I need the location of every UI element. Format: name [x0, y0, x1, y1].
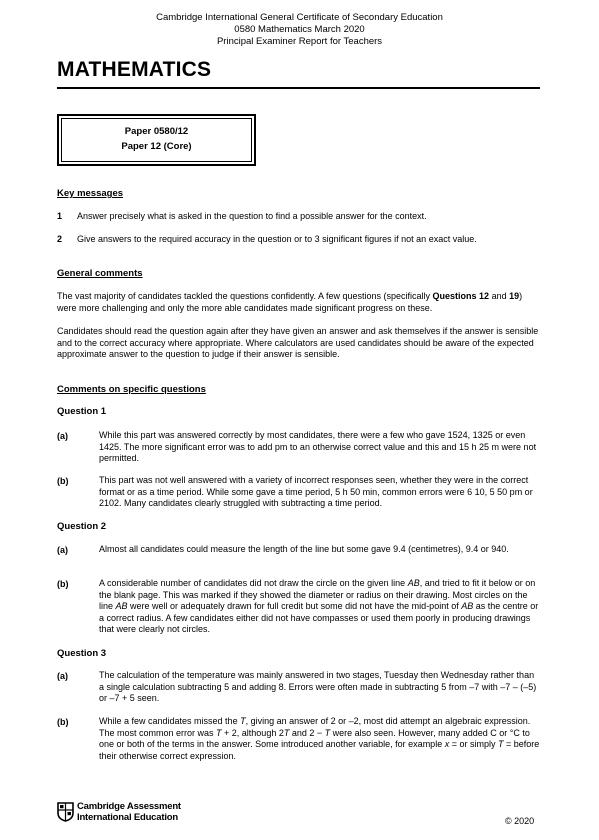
general-paragraph-1: The vast majority of candidates tackled the questions confidently. A few questions (specifically Questions 12 and 19) were more challenging and only the more able candidates made significant progress on these.	[57, 291, 523, 313]
header-line-1: Cambridge International General Certificate of Secondary Education	[156, 12, 443, 23]
key-message-number: 1	[57, 211, 63, 221]
paper-code: Paper 0580/12	[124, 126, 189, 137]
logo-text-line-2: International Education	[77, 812, 178, 823]
shield-icon	[57, 802, 74, 822]
part-label: (b)	[57, 579, 69, 589]
part-label: (b)	[57, 717, 69, 727]
paper-box-inner-border	[61, 118, 252, 162]
question-2-heading: Question 2	[57, 521, 107, 532]
specific-comments-heading: Comments on specific questions	[57, 384, 206, 395]
key-message-number: 2	[57, 234, 63, 244]
part-label: (a)	[57, 545, 68, 555]
q2b-comment: A considerable number of candidates did not draw the circle on the given line AB, and tried to fit it below or on the blank page. This was marked if they showed the diameter or radius on their drawing. Most circles on the line AB were well or adequately drawn for full credit but some did not have the mid-point of AB as the centre or a correct radius. A few candidates either did not have compasses or used them poorly in producing drawings that were clearly not circles.	[99, 578, 539, 634]
copyright: © 2020	[505, 816, 535, 826]
paper-name: Paper 12 (Core)	[121, 141, 192, 152]
key-messages-heading: Key messages	[57, 188, 124, 199]
paper-box	[57, 114, 256, 166]
q1b-comment: This part was not well answered with a variety of incorrect responses seen, whether they were in the correct format or as a time period. While some gave a time period, 5 h 50 min, common errors were 6 10, 5 50 pm or 2102. Many candidates clearly struggled with subtracting a time period.	[99, 475, 533, 508]
key-message-text: Give answers to the required accuracy in the question or to 3 significant figures if not an exact value.	[77, 234, 477, 244]
key-message-text: Answer precisely what is asked in the question to find a possible answer for the context.	[77, 211, 427, 221]
general-comments-heading: General comments	[57, 268, 143, 279]
part-label: (b)	[57, 476, 69, 486]
q1a-comment: While this part was answered correctly by most candidates, there were a few who gave 1524, 1325 or even 1425. The more significant error was to add pm to an otherwise correct value and this and 15 h 25 m were not permitted.	[99, 430, 537, 463]
q3b-comment: While a few candidates missed the T, giving an answer of 2 or –2, most did attempt an algebraic expression. The most common error was T + 2, although 2T and 2 − T were also seen. However, many added C or °C to one or both of the terms in the answer. Some introduced another variable, for example x = or simply T = before their otherwise correct expression.	[99, 716, 540, 761]
q2a-comment: Almost all candidates could measure the length of the line but some gave 9.4 (centimetres), 9.4 or 940.	[99, 544, 509, 554]
cambridge-logo	[57, 800, 197, 826]
general-paragraph-2: Candidates should read the question again after they have given an answer and ask themselves if the answer is sensible and to the correct accuracy where appropriate. Where calculators are used candidates should be aware of the expected approximate answer to the question to judge if their answer is sensible.	[57, 326, 539, 359]
logo-text-line-1: Cambridge Assessment	[77, 801, 181, 812]
title-rule	[57, 87, 540, 89]
header-line-3: Principal Examiner Report for Teachers	[216, 36, 383, 47]
part-label: (a)	[57, 431, 68, 441]
question-1-heading: Question 1	[57, 406, 107, 417]
question-3-heading: Question 3	[57, 648, 107, 659]
part-label: (a)	[57, 671, 68, 681]
page-title: MATHEMATICS	[57, 58, 212, 81]
header-line-2: 0580 Mathematics March 2020	[234, 24, 365, 35]
q3a-comment: The calculation of the temperature was mainly answered in two stages, Tuesday then Wednesday rather than a single calculation subtracting 5 and adding 8. Errors were often made in subtracting 5 from –7 with –7 – (–5) or –7 + 5 seen.	[99, 670, 537, 703]
